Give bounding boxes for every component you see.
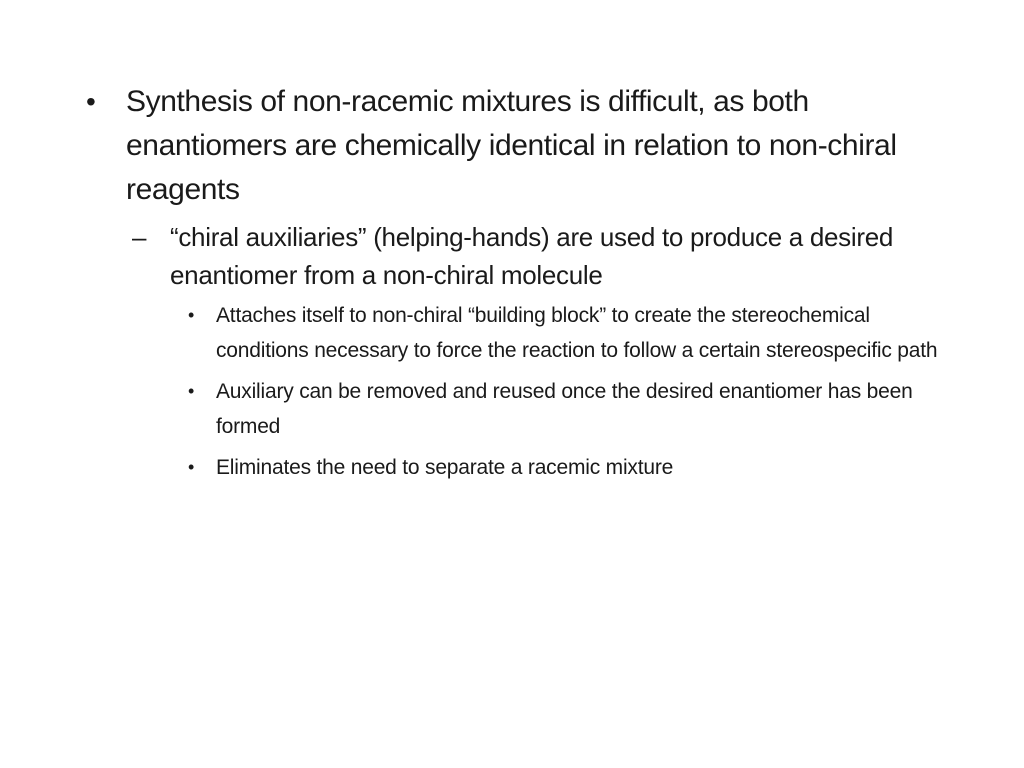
bullet-level2 (132, 218, 964, 294)
bullet-dot-icon: • (188, 457, 195, 477)
bullet-text: Eliminates the need to separate a racemic mixture (216, 456, 674, 479)
bullet-level1 (84, 80, 964, 212)
bullet-level3 (188, 450, 964, 485)
bullet-level3 (188, 374, 964, 444)
bullet-text: “chiral auxiliaries” (helping-hands) are used to produce a desired enantiomer from a non-chiral molecule (170, 222, 894, 290)
bullet-text: Auxiliary can be removed and reused once the desired enantiomer has been formed (216, 380, 913, 438)
bullet-dot-icon: • (188, 305, 195, 325)
slide-body (84, 80, 964, 485)
bullet-text: Synthesis of non-racemic mixtures is difficult, as both enantiomers are chemically identical in relation to non-chiral reagents (126, 85, 897, 206)
bullet-level3 (188, 298, 964, 368)
bullet-dot-icon: • (86, 86, 96, 117)
bullet-dot-icon: • (188, 381, 195, 401)
bullet-text: Attaches itself to non-chiral “building block” to create the stereochemical conditions necessary to force the reaction to follow a certain stereospecific path (216, 304, 938, 362)
bullet-dash-icon: – (132, 222, 147, 252)
